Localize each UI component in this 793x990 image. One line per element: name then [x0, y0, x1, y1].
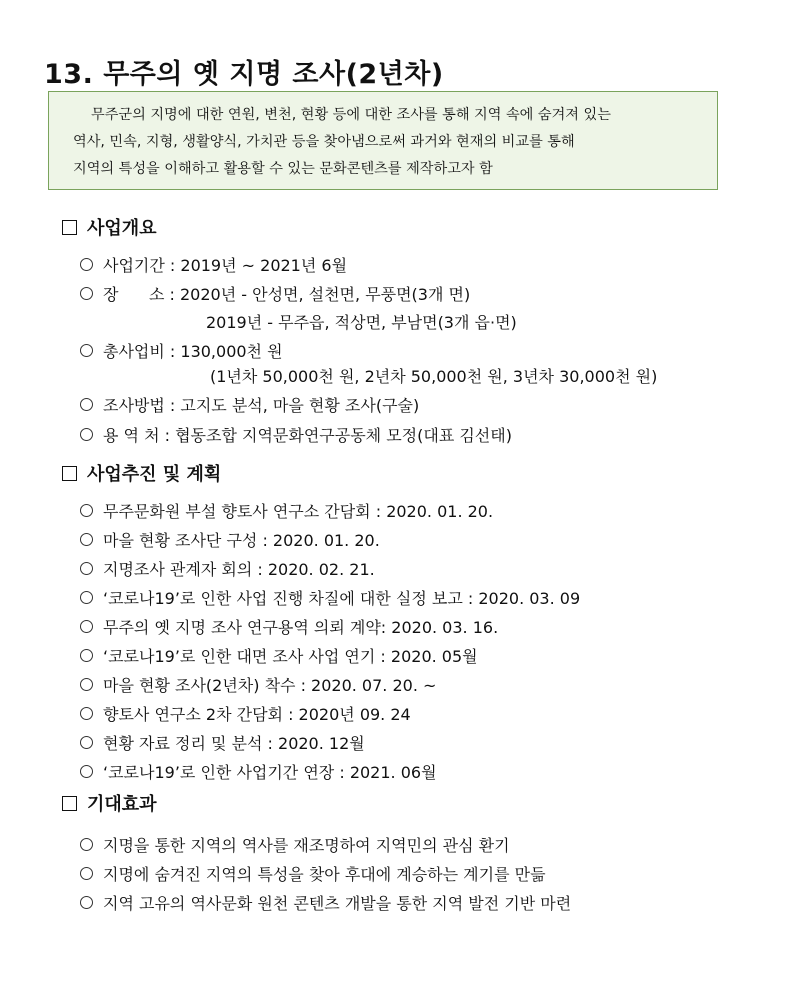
list-item	[80, 891, 571, 914]
list-item	[80, 557, 375, 580]
list-item	[80, 528, 380, 551]
list-item	[80, 615, 498, 638]
list-item-text: 지명조사 관계자 회의 : 2020. 02. 21.	[103, 560, 375, 579]
section-heading-effects	[62, 790, 157, 816]
list-item	[80, 253, 347, 276]
page-title: 13. 무주의 옛 지명 조사(2년차)	[44, 59, 444, 90]
summary-box	[48, 91, 718, 190]
section-heading-progress	[62, 460, 221, 486]
circle-bullet-icon	[80, 649, 93, 662]
list-item	[80, 673, 436, 696]
circle-bullet-icon	[80, 428, 93, 441]
list-item-text: 마을 현황 조사단 구성 : 2020. 01. 20.	[103, 531, 380, 550]
summary-line: 무주군의 지명에 대한 연원, 변천, 현황 등에 대한 조사를 통해 지역 속에 숨겨져 있는	[91, 107, 611, 123]
section-heading-label: 사업추진 및 계획	[87, 464, 222, 485]
circle-bullet-icon	[80, 258, 93, 271]
list-item-continuation: (1년차 50,000천 원, 2년차 50,000천 원, 3년차 30,000천 원)	[210, 367, 658, 386]
section-heading-label: 사업개요	[87, 218, 157, 239]
circle-bullet-icon	[80, 620, 93, 633]
list-item-text: 용 역 처 : 협동조합 지역문화연구공동체 모정(대표 김선태)	[103, 426, 512, 445]
list-item	[80, 393, 419, 416]
checkbox-square-icon	[62, 220, 77, 235]
list-item-continuation: 2019년 - 무주읍, 적상면, 부남면(3개 읍·면)	[206, 313, 517, 332]
circle-bullet-icon	[80, 736, 93, 749]
list-item-text: 지명을 통한 지역의 역사를 재조명하여 지역민의 관심 환기	[103, 836, 510, 855]
list-item-text: 무주문화원 부설 향토사 연구소 간담회 : 2020. 01. 20.	[103, 502, 494, 521]
list-item-text: 사업기간 : 2019년 ~ 2021년 6월	[103, 256, 348, 275]
circle-bullet-icon	[80, 562, 93, 575]
circle-bullet-icon	[80, 591, 93, 604]
list-item	[80, 499, 493, 522]
list-item-text: 무주의 옛 지명 조사 연구용역 의뢰 계약: 2020. 03. 16.	[103, 618, 499, 637]
list-item	[80, 339, 283, 362]
list-item	[80, 282, 470, 305]
circle-bullet-icon	[80, 398, 93, 411]
list-item-text: 현황 자료 정리 및 분석 : 2020. 12월	[103, 734, 365, 753]
list-item	[80, 862, 546, 885]
list-item-text: ‘코로나19’로 인한 사업기간 연장 : 2021. 06월	[103, 763, 437, 782]
list-item-text: ‘코로나19’로 인한 사업 진행 차질에 대한 실정 보고 : 2020. 03. 09	[103, 589, 581, 608]
circle-bullet-icon	[80, 504, 93, 517]
list-item-text: 조사방법 : 고지도 분석, 마을 현황 조사(구술)	[103, 396, 420, 415]
list-item-text: 마을 현황 조사(2년차) 착수 : 2020. 07. 20. ~	[103, 676, 437, 695]
list-item	[80, 423, 512, 446]
circle-bullet-icon	[80, 765, 93, 778]
list-item	[80, 760, 437, 783]
list-item	[80, 731, 365, 754]
list-item	[80, 644, 478, 667]
list-item-text: 지역 고유의 역사문화 원천 콘텐츠 개발을 통한 지역 발전 기반 마련	[103, 894, 572, 913]
checkbox-square-icon	[62, 466, 77, 481]
list-item	[80, 702, 411, 725]
circle-bullet-icon	[80, 867, 93, 880]
section-heading-overview	[62, 214, 157, 240]
list-item	[80, 586, 580, 609]
list-item	[80, 833, 510, 856]
list-item-text: ‘코로나19’로 인한 대면 조사 사업 연기 : 2020. 05월	[103, 647, 478, 666]
list-item-text: 총사업비 : 130,000천 원	[103, 342, 283, 361]
list-item-text: 향토사 연구소 2차 간담회 : 2020년 09. 24	[103, 705, 411, 724]
circle-bullet-icon	[80, 533, 93, 546]
circle-bullet-icon	[80, 344, 93, 357]
section-heading-label: 기대효과	[87, 794, 157, 815]
circle-bullet-icon	[80, 896, 93, 909]
list-item-text: 지명에 숨겨진 지역의 특성을 찾아 후대에 계승하는 계기를 만듦	[103, 865, 546, 884]
circle-bullet-icon	[80, 678, 93, 691]
summary-line: 지역의 특성을 이해하고 활용할 수 있는 문화콘텐츠를 제작하고자 함	[73, 161, 493, 177]
list-item-text: 장 소 : 2020년 - 안성면, 설천면, 무풍면(3개 면)	[103, 285, 471, 304]
checkbox-square-icon	[62, 796, 77, 811]
circle-bullet-icon	[80, 287, 93, 300]
circle-bullet-icon	[80, 707, 93, 720]
circle-bullet-icon	[80, 838, 93, 851]
summary-line: 역사, 민속, 지형, 생활양식, 가치관 등을 찾아냄으로써 과거와 현재의 비교를 통해	[73, 134, 575, 150]
